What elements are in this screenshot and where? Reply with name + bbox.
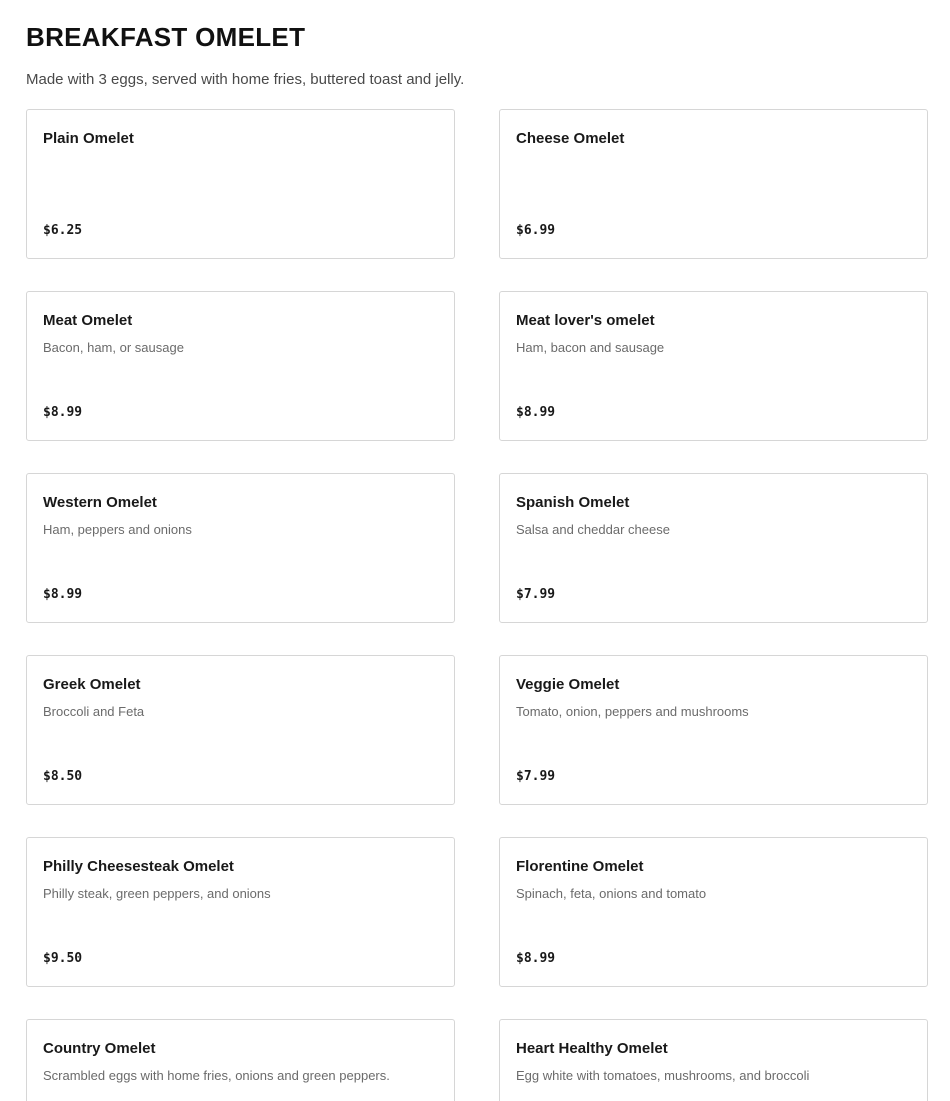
menu-item-card[interactable]	[499, 291, 928, 441]
menu-item-card[interactable]	[26, 109, 455, 259]
menu-item-card[interactable]	[499, 473, 928, 623]
menu-item-price: $8.99	[516, 951, 556, 966]
menu-item-description: Salsa and cheddar cheese	[516, 522, 670, 537]
menu-item-card[interactable]	[26, 1019, 455, 1101]
menu-item-name: Veggie Omelet	[516, 676, 620, 693]
section-description: Made with 3 eggs, served with home fries, buttered toast and jelly.	[26, 71, 465, 88]
menu-item-name: Western Omelet	[43, 494, 157, 511]
menu-item-card[interactable]	[499, 1019, 928, 1101]
menu-item-name: Country Omelet	[43, 1040, 156, 1057]
menu-item-price: $8.99	[43, 405, 83, 420]
menu-item-card[interactable]	[26, 473, 455, 623]
menu-item-name: Greek Omelet	[43, 676, 141, 693]
menu-item-card[interactable]	[499, 655, 928, 805]
menu-item-description: Bacon, ham, or sausage	[43, 340, 184, 355]
menu-item-description: Spinach, feta, onions and tomato	[516, 886, 707, 901]
menu-item-card[interactable]	[26, 291, 455, 441]
menu-item-price: $9.50	[43, 951, 83, 966]
menu-item-card[interactable]	[499, 109, 928, 259]
menu-item-card[interactable]	[26, 837, 455, 987]
menu-item-name: Heart Healthy Omelet	[516, 1040, 668, 1057]
menu-item-description: Scrambled eggs with home fries, onions and green peppers.	[43, 1068, 390, 1083]
menu-item-description: Egg white with tomatoes, mushrooms, and broccoli	[516, 1068, 810, 1083]
menu-item-name: Spanish Omelet	[516, 494, 630, 511]
menu-item-name: Philly Cheesesteak Omelet	[43, 858, 234, 875]
menu-item-name: Plain Omelet	[43, 130, 134, 147]
menu-item-price: $7.99	[516, 769, 556, 784]
menu-item-price: $8.99	[43, 587, 83, 602]
menu-item-name: Cheese Omelet	[516, 130, 625, 147]
menu-item-card[interactable]	[499, 837, 928, 987]
menu-item-description: Philly steak, green peppers, and onions	[43, 886, 271, 901]
menu-item-name: Meat lover's omelet	[516, 312, 655, 329]
menu-item-price: $6.25	[43, 223, 83, 238]
menu-item-description: Broccoli and Feta	[43, 704, 145, 719]
menu-item-card[interactable]	[26, 655, 455, 805]
menu-item-name: Meat Omelet	[43, 312, 133, 329]
menu-item-description: Ham, peppers and onions	[43, 522, 192, 537]
menu-item-name: Florentine Omelet	[516, 858, 644, 875]
menu-item-price: $8.99	[516, 405, 556, 420]
menu-item-price: $7.99	[516, 587, 556, 602]
section-title: BREAKFAST OMELET	[26, 22, 306, 52]
menu-item-description: Tomato, onion, peppers and mushrooms	[516, 704, 749, 719]
menu-section-header	[26, 22, 928, 89]
menu-item-price: $8.50	[43, 769, 83, 784]
menu-item-price: $6.99	[516, 223, 556, 238]
menu-item-description: Ham, bacon and sausage	[516, 340, 665, 355]
menu-items-grid	[26, 109, 928, 1101]
